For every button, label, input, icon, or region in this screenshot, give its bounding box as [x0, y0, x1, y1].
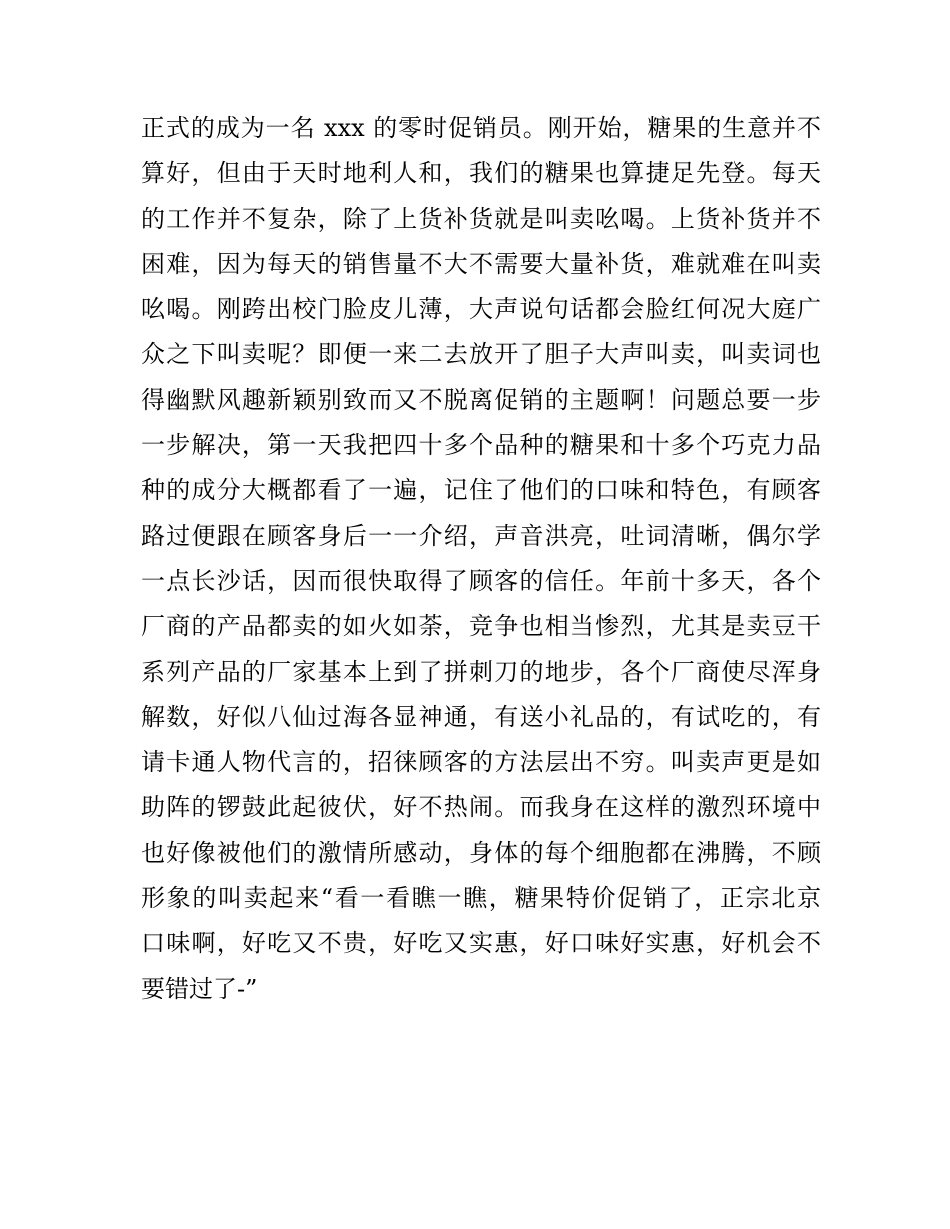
body-paragraph	[141, 106, 821, 1012]
text-line: 算好，但由于天时地利人和，我们的糖果也算捷足先登。每天	[141, 159, 821, 188]
text-line-last: 要错过了-”	[141, 974, 258, 1003]
text-line: 吆喝。刚跨出校门脸皮儿薄，大声说句话都会脸红何况大庭广	[141, 295, 821, 324]
text-line: 困难，因为每天的销售量不大不需要大量补货，难就难在叫卖	[141, 249, 821, 278]
text-line: 请卡通人物代言的，招徕顾客的方法层出不穷。叫卖声更是如	[141, 748, 821, 777]
text-line: 正式的成为一名 xxx 的零时促销员。刚开始，糖果的生意并不	[141, 114, 821, 142]
text-line: 解数，好似八仙过海各显神通，有送小礼品的，有试吃的，有	[141, 702, 821, 731]
text-line: 众之下叫卖呢？即便一来二去放开了胆子大声叫卖，叫卖词也	[141, 340, 821, 369]
text-line: 也好像被他们的激情所感动，身体的每个细胞都在沸腾，不顾	[141, 838, 821, 867]
text-line: 口味啊，好吃又不贵，好吃又实惠，好口味好实惠，好机会不	[141, 929, 821, 958]
text-line: 系列产品的厂家基本上到了拼刺刀的地步，各个厂商使尽浑身	[141, 657, 821, 686]
text-line: 路过便跟在顾客身后一一介绍，声音洪亮，吐词清晰，偶尔学	[141, 521, 821, 550]
text-line: 的工作并不复杂，除了上货补货就是叫卖吆喝。上货补货并不	[141, 204, 821, 233]
text-line: 助阵的锣鼓此起彼伏，好不热闹。而我身在这样的激烈环境中	[141, 793, 821, 822]
text-line: 形象的叫卖起来“看一看瞧一瞧，糖果特价促销了，正宗北京	[141, 884, 821, 913]
text-line: 得幽默风趣新颖别致而又不脱离促销的主题啊！问题总要一步	[141, 385, 821, 414]
text-line: 一步解决，第一天我把四十多个品种的糖果和十多个巧克力品	[141, 431, 821, 460]
text-line: 厂商的产品都卖的如火如荼，竞争也相当惨烈，尤其是卖豆干	[141, 612, 821, 641]
text-line: 一点长沙话，因而很快取得了顾客的信任。年前十多天，各个	[141, 566, 821, 595]
text-line: 种的成分大概都看了一遍，记住了他们的口味和特色，有顾客	[141, 476, 821, 505]
